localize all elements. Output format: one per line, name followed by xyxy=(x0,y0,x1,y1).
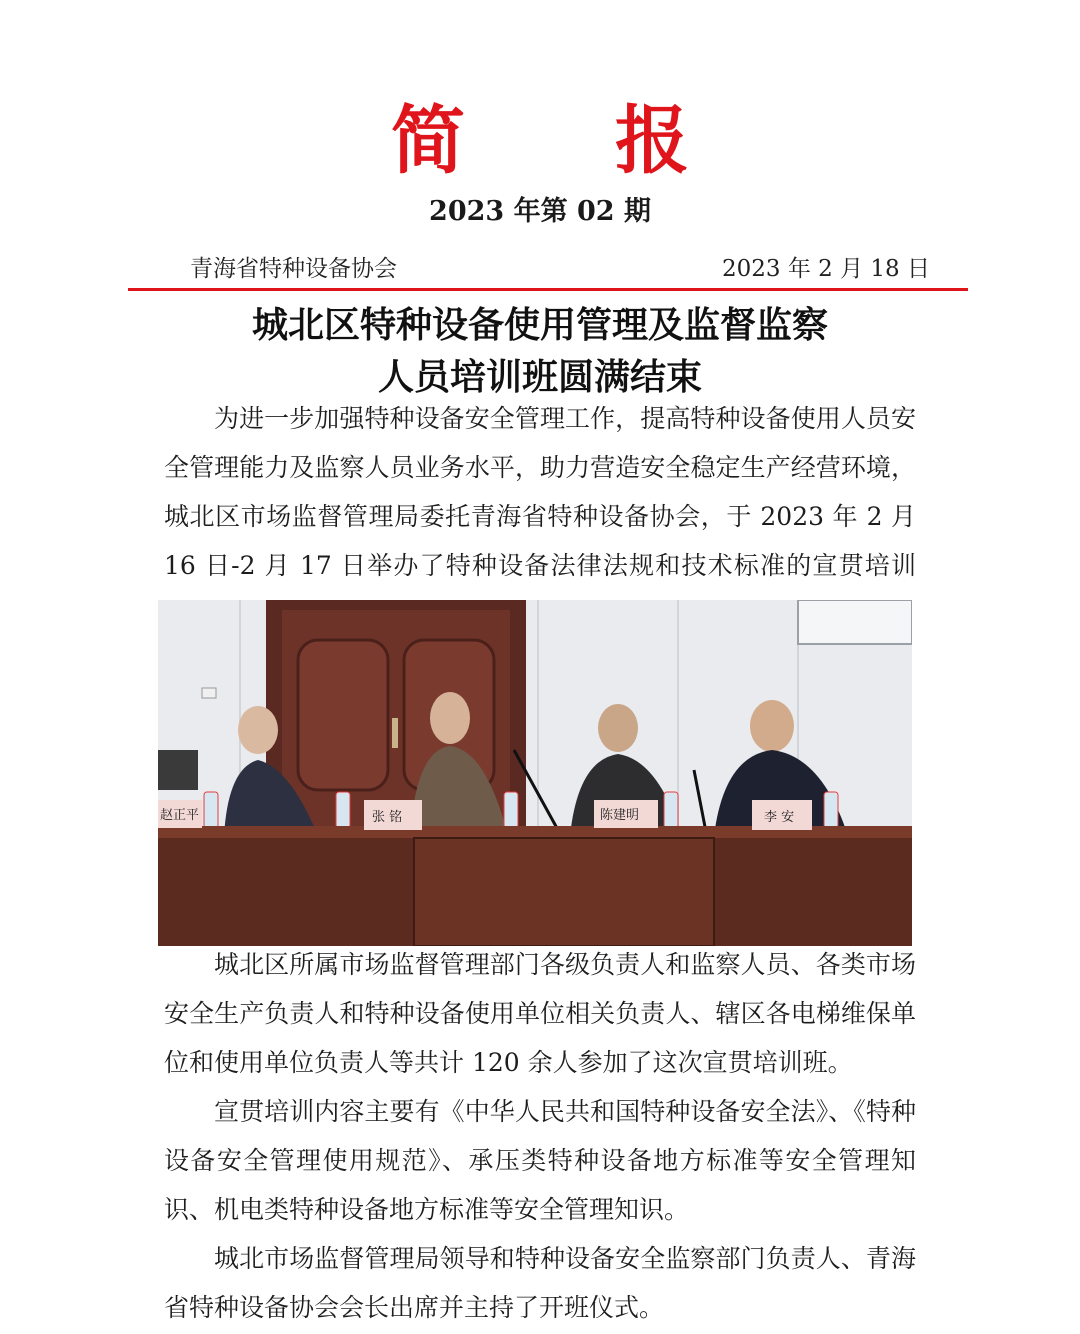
publisher-org: 青海省特种设备协会 xyxy=(190,256,397,282)
publisher-line xyxy=(190,252,930,286)
nameplate-1 xyxy=(158,800,202,828)
headline-line-1: 城北区特种设备使用管理及监督监察 xyxy=(251,305,828,346)
masthead-char-2: 报 xyxy=(615,98,689,184)
nameplate-3 xyxy=(594,800,658,828)
nameplate-1-label: 赵正平 xyxy=(160,808,200,823)
nameplate-2-label: 张 铭 xyxy=(372,810,403,825)
nameplate-4-label: 李 安 xyxy=(764,810,795,825)
publish-date: 2023 年 2 月 18 日 xyxy=(722,256,930,282)
nameplate-4 xyxy=(752,800,812,830)
paragraph-attendees: 城北区所属市场监督管理部门各级负责人和监察人员、各类市场安全生产负责人和特种设备使用单位相关负责人、辖区各电梯维保单位和使用单位负责人等共计 120 余人参加了这次宣贯培训班。 xyxy=(164,950,916,1077)
paragraph-content: 宣贯培训内容主要有《中华人民共和国特种设备安全法》、《特种设备安全管理使用规范》、承压类特种设备地方标准等安全管理知识、机电类特种设备地方标准等安全管理知识。 xyxy=(164,1097,916,1224)
headline-line-2: 人员培训班圆满结束 xyxy=(377,357,702,398)
nameplate-3-label: 陈建明 xyxy=(600,808,640,823)
paragraph-intro: 为进一步加强特种设备安全管理工作，提高特种设备使用人员安全管理能力及监察人员业务水平，助力营造安全稳定生产经营环境，城北区市场监督管理局委托青海省特种设备协会，于 2023 年 2 月 16 日-2 月 17 日举办了特种设备法律法规和技术标准的宣贯培训 xyxy=(164,404,916,580)
paragraph-ceremony: 城北市场监督管理局领导和特种设备安全监察部门负责人、青海省特种设备协会会长出席并主持了开班仪式。 xyxy=(164,1244,916,1322)
masthead-title xyxy=(0,96,1080,186)
nameplate-2 xyxy=(364,800,422,830)
masthead-char-1: 简 xyxy=(391,98,465,184)
issue-number: 2023 年第 02 期 xyxy=(429,196,651,227)
meeting-photo xyxy=(158,600,912,946)
red-divider xyxy=(128,288,968,291)
